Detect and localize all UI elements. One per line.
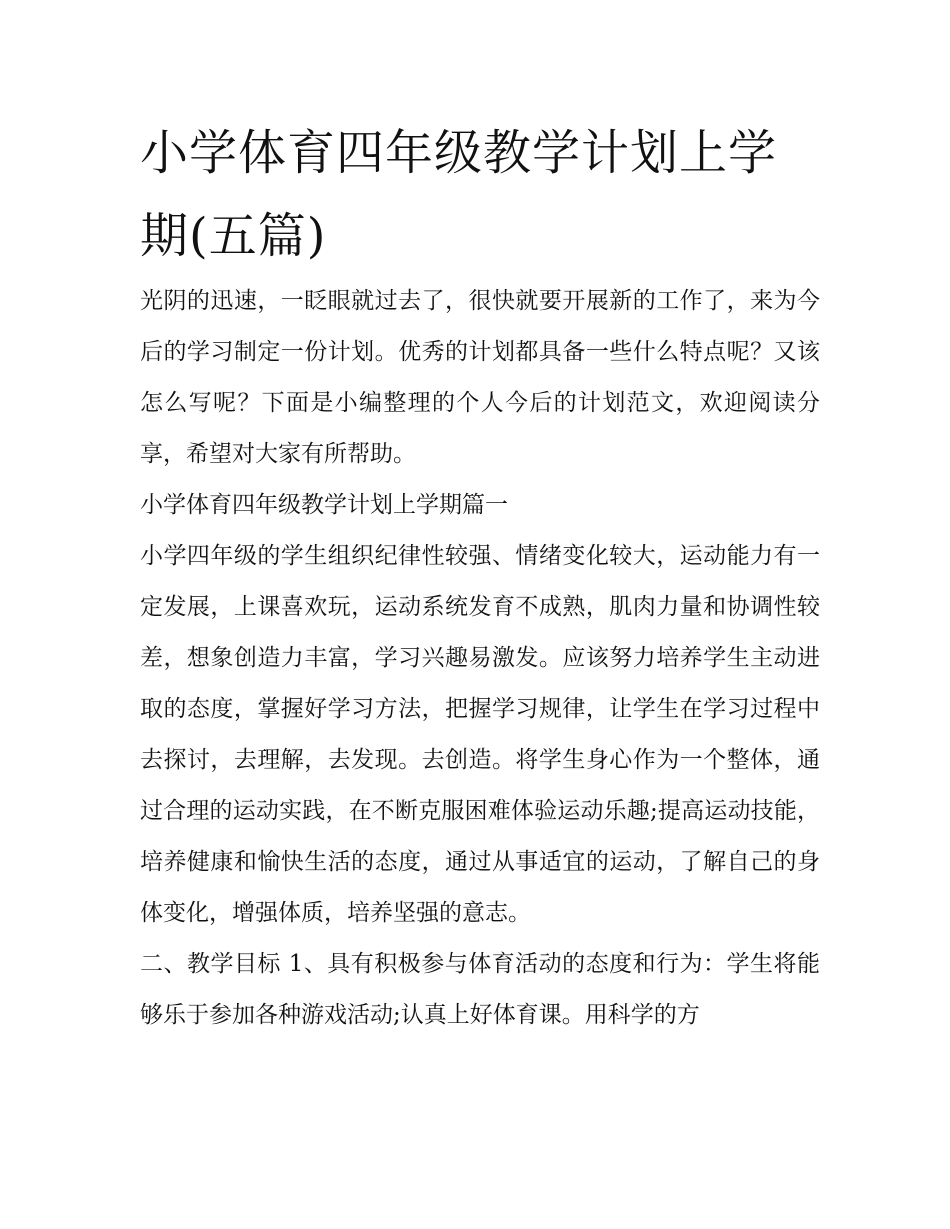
- document-body: [140, 276, 820, 1041]
- section-heading: 小学体育四年级教学计划上学期篇一: [140, 492, 508, 518]
- body-paragraph-2: 二、教学目标 1、具有积极参与体育活动的态度和行为：学生将能够乐于参加各种游戏活动;认真上好体育课。用科学的方: [140, 951, 820, 1028]
- intro-paragraph: 光阴的迅速，一眨眼就过去了，很快就要开展新的工作了，来为今后的学习制定一份计划。优秀的计划都具备一些什么特点呢？又该怎么写呢？下面是小编整理的个人今后的计划范文，欢迎阅读分享，希望对大家有所帮助。: [140, 288, 820, 467]
- document-title: 小学体育四年级教学计划上学期(五篇): [140, 125, 778, 264]
- body-paragraph-1: 小学四年级的学生组织纪律性较强、情绪变化较大，运动能力有一定发展，上课喜欢玩，运动系统发育不成熟，肌肉力量和协调性较差，想象创造力丰富，学习兴趣易激发。应该努力培养学生主动进取的态度，掌握好学习方法，把握学习规律，让学生在学习过程中去探讨，去理解，去发现。去创造。将学生身心作为一个整体，通过合理的运动实践，在不断克服困难体验运动乐趣;提高运动技能，培养健康和愉快生活的态度，通过从事适宜的运动，了解自己的身体变化，增强体质，培养坚强的意志。: [140, 543, 820, 926]
